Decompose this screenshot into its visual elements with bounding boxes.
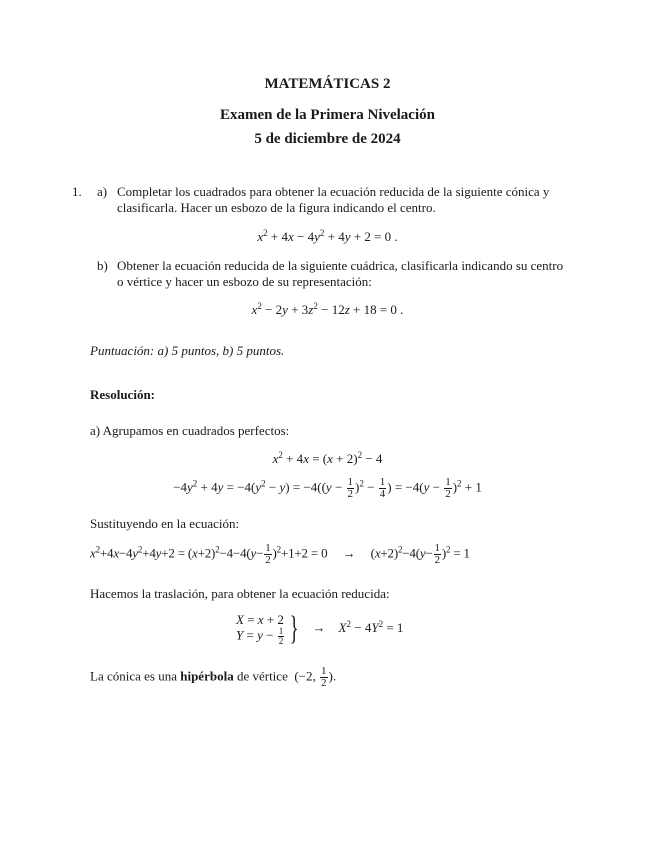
solution-step-group: a) Agrupamos en cuadrados perfectos: (90, 423, 290, 438)
exam-title: MATEMÁTICAS 2 (264, 76, 391, 92)
scoring-note: Puntuación: a) 5 puntos, b) 5 puntos. (90, 343, 285, 358)
conclusion-prefix: La cónica es una (90, 668, 177, 684)
completed-square-x: $x^2 + 4x = (x + 2)^2 - 4$ (272, 450, 383, 466)
conclusion-suffix: de vértice (236, 668, 288, 684)
substituted-equation: $x^2+4x-4y^2+4y+2 = (x+2)^2-4-4(y-$ $\frac{1}{2}$ )$^2$+1+2 = 0 → $(x+2)^2-4(y-$ $\frac{1}{2}$ )$^2$ = 1 (90, 542, 470, 566)
solution-heading: Resolución: (90, 387, 155, 402)
part-b-text-line2: o vértice y hacer un esbozo de su representación: (117, 274, 372, 289)
part-b-label: b) (97, 258, 108, 273)
conic-equation: $x^2 + 4x - 4y^2 + 4y + 2 = 0$ . (257, 228, 398, 244)
problem-number: 1. (72, 184, 82, 199)
part-a-text-line1: Completar los cuadrados para obtener la ecuación reducida de la siguiente cónica y (117, 184, 550, 199)
part-a-label: a) (97, 184, 108, 199)
solution-step-substitute: Sustituyendo en la ecuación: (90, 516, 240, 531)
part-a-text-line2: clasificarla. Hacer un esbozo de la figura indicando el centro. (117, 200, 436, 215)
translation-system: X = x + 2 Y = y − $\frac{1}{2}$ } → $X^2 - 4Y^2 = 1$ (236, 610, 404, 647)
part-b-text-line1: Obtener la ecuación reducida de la siguiente cuádrica, clasificarla indicando su centro (117, 258, 564, 273)
conclusion: La cónica es una hipérbola de vértice (−2, $\frac{1}{2}$ ). (90, 665, 337, 689)
exam-date: 5 de diciembre de 2024 (254, 131, 401, 147)
quadric-equation: $x^2 - 2y + 3z^2 - 12z + 18 = 0$ . (251, 301, 404, 317)
solution-step-translation: Hacemos la traslación, para obtener la ecuación reducida: (90, 586, 390, 601)
completed-square-y: $-4y^2 + 4y = -4(y^2 - y) = -4((y$ − $\frac{1}{2}$ )$^2$ − $\frac{1}{4}$ ) = −4(y − $\frac{1}{2}$ )$^2$ + 1 (173, 476, 482, 500)
conclusion-hyperbola: hipérbola (180, 668, 234, 684)
exam-subtitle: Examen de la Primera Nivelación (220, 107, 435, 123)
